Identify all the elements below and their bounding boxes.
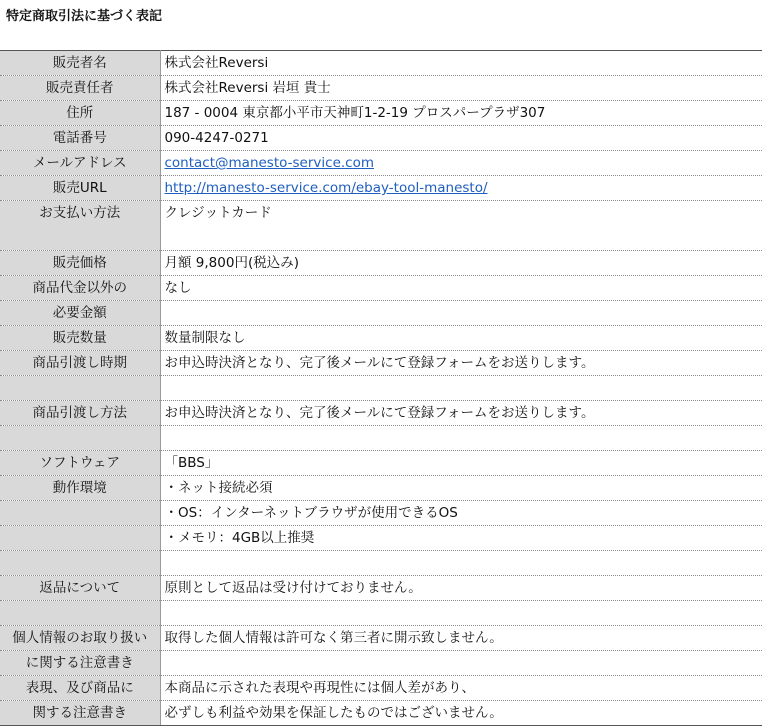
label-spacer <box>0 426 160 451</box>
row-returns <box>0 576 762 601</box>
label-privacy-2: に関する注意書き <box>0 651 160 676</box>
value-address: 187 - 0004 東京都小平市天神町1-2-19 プロスパープラザ307 <box>160 101 762 126</box>
row-disclaimer <box>0 676 762 701</box>
value-returns: 原則として返品は受け付けておりません。 <box>160 576 762 601</box>
label-extra-cost: 商品代金以外の <box>0 276 160 301</box>
label-disclaimer: 表現、及び商品に <box>0 676 160 701</box>
label-quantity: 販売数量 <box>0 326 160 351</box>
value-extra-cost-2 <box>160 301 762 326</box>
row-delivery-method <box>0 401 762 426</box>
label-payment: お支払い方法 <box>0 201 160 251</box>
value-spacer <box>160 551 762 576</box>
value-quantity: 数量制限なし <box>160 326 762 351</box>
label-environment-memory <box>0 526 160 551</box>
row-spacer <box>0 601 762 626</box>
value-phone: 090-4247-0271 <box>160 126 762 151</box>
label-email: メールアドレス <box>0 151 160 176</box>
value-disclaimer: 本商品に示された表現や再現性には個人差があり、 <box>160 676 762 701</box>
label-price: 販売価格 <box>0 251 160 276</box>
label-environment-os <box>0 501 160 526</box>
label-privacy: 個人情報のお取り扱い <box>0 626 160 651</box>
value-delivery-time: お申込時決済となり、完了後メールにて登録フォームをお送りします。 <box>160 351 762 376</box>
row-price <box>0 251 762 276</box>
value-spacer <box>160 376 762 401</box>
label-spacer <box>0 551 160 576</box>
value-extra-cost: なし <box>160 276 762 301</box>
row-environment <box>0 476 762 501</box>
value-delivery-method: お申込時決済となり、完了後メールにて登録フォームをお送りします。 <box>160 401 762 426</box>
value-environment-network: ・ネット接続必須 <box>160 476 762 501</box>
label-url: 販売URL <box>0 176 160 201</box>
value-spacer <box>160 601 762 626</box>
row-extra-cost <box>0 276 762 301</box>
row-privacy <box>0 626 762 651</box>
label-address: 住所 <box>0 101 160 126</box>
label-extra-cost-2: 必要金額 <box>0 301 160 326</box>
label-environment: 動作環境 <box>0 476 160 501</box>
row-environment-os <box>0 501 762 526</box>
value-email-cell <box>160 151 762 176</box>
row-phone <box>0 126 762 151</box>
value-responsible-person: 株式会社Reversi 岩垣 貴士 <box>160 76 762 101</box>
label-disclaimer-2: 関する注意書き <box>0 701 160 726</box>
value-seller-name: 株式会社Reversi <box>160 51 762 76</box>
value-privacy: 取得した個人情報は許可なく第三者に開示致しません。 <box>160 626 762 651</box>
label-delivery-method: 商品引渡し方法 <box>0 401 160 426</box>
row-payment <box>0 201 762 251</box>
value-price: 月額 9,800円(税込み) <box>160 251 762 276</box>
label-delivery-time: 商品引渡し時期 <box>0 351 160 376</box>
legal-notice-table <box>0 50 762 726</box>
row-environment-memory <box>0 526 762 551</box>
label-spacer <box>0 376 160 401</box>
value-privacy-2 <box>160 651 762 676</box>
row-software <box>0 451 762 476</box>
row-email <box>0 151 762 176</box>
row-spacer <box>0 551 762 576</box>
row-delivery-time <box>0 351 762 376</box>
label-responsible-person: 販売責任者 <box>0 76 160 101</box>
label-returns: 返品について <box>0 576 160 601</box>
row-url <box>0 176 762 201</box>
label-phone: 電話番号 <box>0 126 160 151</box>
row-seller-name <box>0 51 762 76</box>
value-disclaimer-2: 必ずしも利益や効果を保証したものではございません。 <box>160 701 762 726</box>
value-payment: クレジットカード <box>160 201 762 251</box>
value-environment-memory: ・メモリ：4GB以上推奨 <box>160 526 762 551</box>
label-software: ソフトウェア <box>0 451 160 476</box>
row-address <box>0 101 762 126</box>
row-spacer <box>0 376 762 401</box>
row-privacy-2 <box>0 651 762 676</box>
row-extra-cost-2 <box>0 301 762 326</box>
value-url-cell <box>160 176 762 201</box>
value-spacer <box>160 426 762 451</box>
value-environment-os: ・OS：インターネットブラウザが使用できるOS <box>160 501 762 526</box>
page-title: 特定商取引法に基づく表記 <box>6 9 163 24</box>
sales-url-link[interactable]: http://manesto-service.com/ebay-tool-manesto/ <box>164 180 488 196</box>
label-spacer <box>0 601 160 626</box>
row-quantity <box>0 326 762 351</box>
label-seller-name: 販売者名 <box>0 51 160 76</box>
email-link[interactable]: contact@manesto-service.com <box>164 155 374 171</box>
row-responsible-person <box>0 76 762 101</box>
row-disclaimer-2 <box>0 701 762 726</box>
row-spacer <box>0 426 762 451</box>
value-software: 「BBS」 <box>160 451 762 476</box>
